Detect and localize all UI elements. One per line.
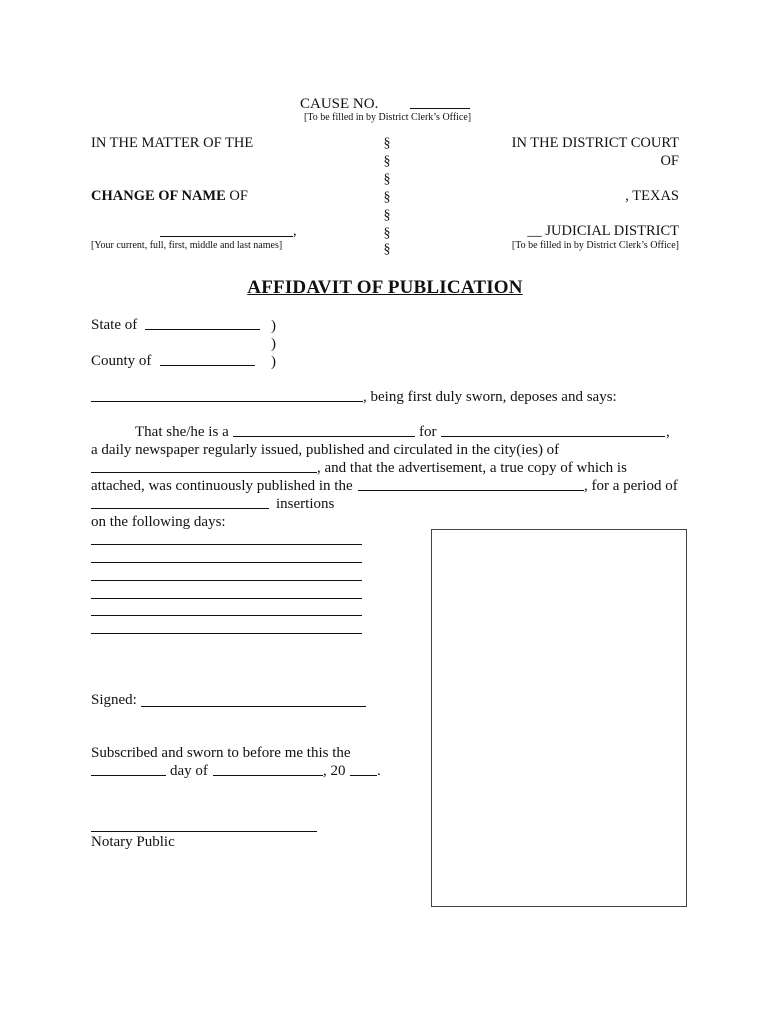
cause-no-label: CAUSE NO. — [300, 96, 379, 112]
section-symbol: § — [383, 226, 391, 241]
district-court-of: OF — [660, 153, 679, 169]
sworn-text: , being first duly sworn, deposes and says: — [363, 389, 617, 405]
venue-paren: ) — [271, 318, 276, 334]
document-title: AFFIDAVIT OF PUBLICATION — [247, 277, 523, 298]
section-symbol: § — [383, 208, 391, 223]
state-field[interactable] — [145, 329, 260, 330]
following-days-text: on the following days: — [91, 514, 226, 530]
venue-paren: ) — [271, 354, 276, 370]
publication-date-field[interactable] — [91, 598, 362, 599]
section-symbol: § — [383, 242, 391, 257]
publication-date-field[interactable] — [91, 580, 362, 581]
year-field[interactable] — [350, 775, 377, 776]
publication-date-field[interactable] — [91, 633, 362, 634]
signature-field[interactable] — [141, 706, 366, 707]
publication-date-field[interactable] — [91, 615, 362, 616]
section-symbol: § — [383, 154, 391, 169]
attached-text: attached, was continuously published in the — [91, 478, 353, 494]
publication-date-field[interactable] — [91, 562, 362, 563]
advertisement-clipping-box — [431, 529, 687, 907]
city-field[interactable] — [91, 472, 317, 473]
insertions-count-field[interactable] — [91, 508, 269, 509]
year-prefix: , 20 — [323, 763, 346, 779]
change-of-name-of: OF — [225, 188, 248, 204]
advertisement-text: , and that the advertisement, a true copy of which is — [317, 460, 627, 476]
insertions-text: insertions — [276, 496, 335, 512]
applicant-name-comma: , — [293, 223, 297, 239]
publication-date-field[interactable] — [91, 544, 362, 545]
affiant-name-field[interactable] — [91, 401, 363, 402]
signed-label: Signed: — [91, 692, 137, 708]
section-symbol: § — [383, 190, 391, 205]
daily-newspaper-text: a daily newspaper regularly issued, published and circulated in the city(ies) of — [91, 442, 560, 458]
venue-paren: ) — [271, 336, 276, 352]
section-symbol: § — [383, 172, 391, 187]
newspaper-comma: , — [666, 424, 670, 440]
county-field[interactable] — [160, 365, 255, 366]
change-of-name-label — [91, 188, 248, 205]
matter-of-label: IN THE MATTER OF THE — [91, 135, 254, 151]
month-field[interactable] — [213, 775, 323, 776]
notary-public-label: Notary Public — [91, 834, 175, 850]
day-of-text: day of — [170, 763, 208, 779]
judicial-district-label: __ JUDICIAL DISTRICT — [527, 223, 679, 239]
year-suffix: . — [377, 763, 381, 779]
period-text: , for a period of — [584, 478, 678, 494]
that-prefix: That she/he is a — [135, 424, 229, 440]
state-of-label: State of — [91, 317, 138, 333]
publication-name-field[interactable] — [358, 490, 584, 491]
texas-label: , TEXAS — [625, 188, 679, 204]
subscribed-text: Subscribed and sworn to before me this the — [91, 745, 351, 761]
applicant-name-field[interactable] — [160, 236, 293, 237]
affiant-title-field[interactable] — [233, 436, 415, 437]
names-note: [Your current, full, first, middle and last names] — [91, 240, 283, 251]
for-word: for — [419, 424, 437, 440]
county-of-label: County of — [91, 353, 152, 369]
section-symbol: § — [383, 136, 391, 151]
district-clerk-note: [To be filled in by District Clerk’s Office] — [511, 240, 679, 251]
newspaper-name-field[interactable] — [441, 436, 665, 437]
district-court-label: IN THE DISTRICT COURT — [511, 135, 679, 151]
cause-no-field[interactable] — [410, 108, 470, 109]
cause-clerk-note: [To be filled in by District Clerk’s Office] — [304, 112, 472, 123]
notary-signature-field[interactable] — [91, 831, 317, 832]
change-of-name-bold: CHANGE OF NAME — [91, 188, 226, 204]
day-field[interactable] — [91, 775, 166, 776]
